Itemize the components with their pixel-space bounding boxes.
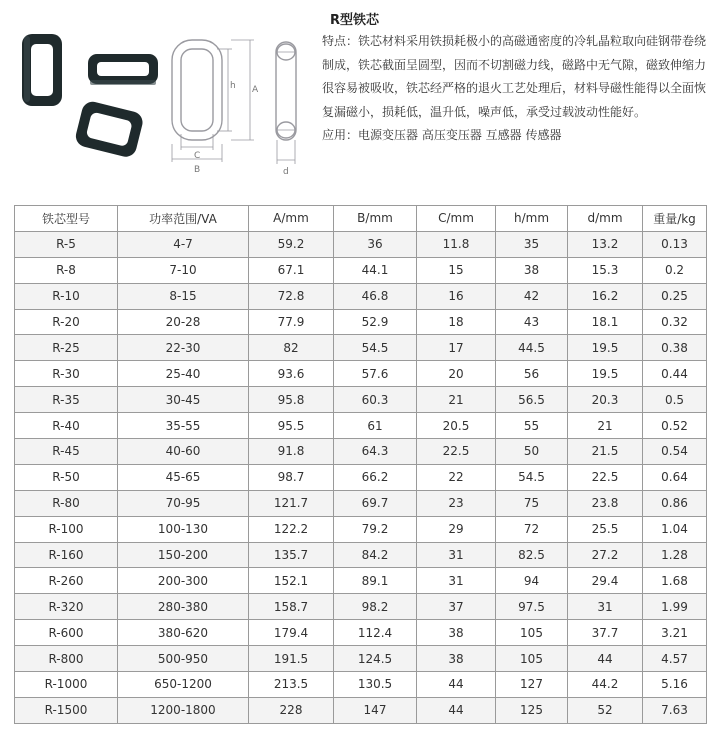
cell-a: 93.6 <box>249 361 334 387</box>
cell-a: 82 <box>249 335 334 361</box>
cell-power: 25-40 <box>118 361 249 387</box>
cell-power: 8-15 <box>118 283 249 309</box>
cell-b: 64.3 <box>334 439 417 465</box>
cell-c: 38 <box>417 646 496 672</box>
cell-d: 16.2 <box>568 283 643 309</box>
dim-label-b: B <box>194 165 201 175</box>
table-body <box>15 231 707 723</box>
cell-h: 56.5 <box>496 387 568 413</box>
cell-model: R-1000 <box>15 672 118 698</box>
cell-b: 69.7 <box>334 490 417 516</box>
cell-d: 13.2 <box>568 231 643 257</box>
cell-power: 380-620 <box>118 620 249 646</box>
table-row <box>15 231 707 257</box>
cell-c: 20.5 <box>417 413 496 439</box>
col-header-model: 铁芯型号 <box>15 206 118 232</box>
cell-h: 105 <box>496 620 568 646</box>
cell-power: 200-300 <box>118 568 249 594</box>
cell-h: 55 <box>496 413 568 439</box>
cell-b: 57.6 <box>334 361 417 387</box>
cell-weight: 0.44 <box>643 361 707 387</box>
cell-weight: 0.5 <box>643 387 707 413</box>
cell-h: 43 <box>496 309 568 335</box>
cell-power: 22-30 <box>118 335 249 361</box>
cell-power: 1200-1800 <box>118 697 249 723</box>
cell-power: 20-28 <box>118 309 249 335</box>
cell-a: 179.4 <box>249 620 334 646</box>
cell-h: 54.5 <box>496 464 568 490</box>
cell-model: R-80 <box>15 490 118 516</box>
cell-model: R-600 <box>15 620 118 646</box>
cell-model: R-260 <box>15 568 118 594</box>
cell-model: R-160 <box>15 542 118 568</box>
cell-power: 100-130 <box>118 516 249 542</box>
cell-a: 122.2 <box>249 516 334 542</box>
cell-power: 150-200 <box>118 542 249 568</box>
table-row <box>15 646 707 672</box>
cell-a: 191.5 <box>249 646 334 672</box>
cell-d: 23.8 <box>568 490 643 516</box>
cell-weight: 0.32 <box>643 309 707 335</box>
cell-d: 21.5 <box>568 439 643 465</box>
cell-power: 280-380 <box>118 594 249 620</box>
cell-model: R-50 <box>15 464 118 490</box>
cell-model: R-100 <box>15 516 118 542</box>
cell-h: 75 <box>496 490 568 516</box>
core-illustration <box>18 22 318 182</box>
cell-weight: 3.21 <box>643 620 707 646</box>
cell-d: 15.3 <box>568 257 643 283</box>
cell-weight: 0.64 <box>643 464 707 490</box>
cell-h: 127 <box>496 672 568 698</box>
cell-b: 124.5 <box>334 646 417 672</box>
table-row <box>15 568 707 594</box>
cell-b: 147 <box>334 697 417 723</box>
cell-d: 21 <box>568 413 643 439</box>
cell-a: 158.7 <box>249 594 334 620</box>
cell-h: 35 <box>496 231 568 257</box>
cell-h: 97.5 <box>496 594 568 620</box>
cell-a: 121.7 <box>249 490 334 516</box>
cell-h: 44.5 <box>496 335 568 361</box>
cell-weight: 0.52 <box>643 413 707 439</box>
cell-model: R-35 <box>15 387 118 413</box>
cell-weight: 4.57 <box>643 646 707 672</box>
table-row <box>15 257 707 283</box>
cell-d: 19.5 <box>568 335 643 361</box>
cell-power: 45-65 <box>118 464 249 490</box>
table-row <box>15 697 707 723</box>
cell-h: 82.5 <box>496 542 568 568</box>
table-header-row <box>15 206 707 232</box>
cell-model: R-45 <box>15 439 118 465</box>
dim-label-d: d <box>283 167 289 177</box>
cell-c: 17 <box>417 335 496 361</box>
cell-weight: 0.86 <box>643 490 707 516</box>
cell-model: R-25 <box>15 335 118 361</box>
cell-d: 19.5 <box>568 361 643 387</box>
cell-a: 67.1 <box>249 257 334 283</box>
cell-weight: 1.04 <box>643 516 707 542</box>
cell-weight: 1.28 <box>643 542 707 568</box>
cell-d: 25.5 <box>568 516 643 542</box>
cell-a: 95.8 <box>249 387 334 413</box>
cell-d: 44.2 <box>568 672 643 698</box>
core-photo-vertical <box>22 34 62 106</box>
cell-c: 16 <box>417 283 496 309</box>
col-header-power: 功率范围/VA <box>118 206 249 232</box>
table-row <box>15 542 707 568</box>
table-row <box>15 464 707 490</box>
cell-c: 23 <box>417 490 496 516</box>
core-photo-horizontal <box>88 54 158 85</box>
cell-a: 228 <box>249 697 334 723</box>
cell-b: 60.3 <box>334 387 417 413</box>
cell-model: R-320 <box>15 594 118 620</box>
cell-power: 4-7 <box>118 231 249 257</box>
table-row <box>15 309 707 335</box>
cell-c: 18 <box>417 309 496 335</box>
cell-model: R-5 <box>15 231 118 257</box>
cell-c: 31 <box>417 568 496 594</box>
cell-b: 61 <box>334 413 417 439</box>
cell-weight: 1.99 <box>643 594 707 620</box>
feature-line: 制成，铁芯截面呈圆型，因而不切割磁力线，磁路中无气隙，磁致伸缩力 <box>322 57 707 72</box>
col-header-d: d/mm <box>568 206 643 232</box>
cell-power: 650-1200 <box>118 672 249 698</box>
table-row <box>15 516 707 542</box>
cell-a: 77.9 <box>249 309 334 335</box>
dim-label-h: h <box>230 81 236 91</box>
product-title: R型铁芯 <box>330 13 380 28</box>
cell-c: 31 <box>417 542 496 568</box>
core-side-view <box>276 42 296 164</box>
table-row <box>15 594 707 620</box>
cell-a: 152.1 <box>249 568 334 594</box>
cell-d: 52 <box>568 697 643 723</box>
cell-c: 44 <box>417 697 496 723</box>
cell-d: 20.3 <box>568 387 643 413</box>
cell-a: 135.7 <box>249 542 334 568</box>
cell-b: 36 <box>334 231 417 257</box>
applications-line: 应用：电源变压器 高压变压器 互感器 传感器 <box>322 128 562 143</box>
cell-h: 50 <box>496 439 568 465</box>
cell-weight: 1.68 <box>643 568 707 594</box>
cell-power: 30-45 <box>118 387 249 413</box>
cell-d: 18.1 <box>568 309 643 335</box>
cell-c: 11.8 <box>417 231 496 257</box>
cell-c: 29 <box>417 516 496 542</box>
core-front-view <box>172 40 254 162</box>
col-header-weight: 重量/kg <box>643 206 707 232</box>
core-photo-tilted <box>74 99 145 159</box>
cell-a: 98.7 <box>249 464 334 490</box>
cell-b: 98.2 <box>334 594 417 620</box>
cell-d: 29.4 <box>568 568 643 594</box>
cell-a: 72.8 <box>249 283 334 309</box>
cell-b: 79.2 <box>334 516 417 542</box>
table-row <box>15 335 707 361</box>
cell-model: R-800 <box>15 646 118 672</box>
cell-h: 42 <box>496 283 568 309</box>
cell-c: 15 <box>417 257 496 283</box>
cell-power: 40-60 <box>118 439 249 465</box>
table-row <box>15 283 707 309</box>
cell-b: 54.5 <box>334 335 417 361</box>
cell-b: 52.9 <box>334 309 417 335</box>
cell-d: 22.5 <box>568 464 643 490</box>
cell-a: 91.8 <box>249 439 334 465</box>
cell-weight: 0.2 <box>643 257 707 283</box>
feature-line: 特点：铁芯材料采用铁损耗极小的高磁通密度的冷轧晶粒取向硅钢带卷绕 <box>322 34 707 48</box>
cell-model: R-1500 <box>15 697 118 723</box>
cell-a: 213.5 <box>249 672 334 698</box>
cell-c: 22 <box>417 464 496 490</box>
cell-h: 72 <box>496 516 568 542</box>
cell-model: R-40 <box>15 413 118 439</box>
table-row <box>15 361 707 387</box>
cell-a: 59.2 <box>249 231 334 257</box>
cell-c: 22.5 <box>417 439 496 465</box>
cell-model: R-20 <box>15 309 118 335</box>
cell-model: R-30 <box>15 361 118 387</box>
cell-c: 38 <box>417 620 496 646</box>
cell-model: R-8 <box>15 257 118 283</box>
cell-h: 94 <box>496 568 568 594</box>
core-diagram <box>18 22 318 182</box>
spec-table <box>14 205 707 724</box>
cell-h: 56 <box>496 361 568 387</box>
cell-power: 500-950 <box>118 646 249 672</box>
cell-a: 95.5 <box>249 413 334 439</box>
cell-b: 89.1 <box>334 568 417 594</box>
cell-b: 46.8 <box>334 283 417 309</box>
table-row <box>15 490 707 516</box>
cell-weight: 0.38 <box>643 335 707 361</box>
cell-c: 20 <box>417 361 496 387</box>
product-header <box>0 0 722 200</box>
cell-d: 27.2 <box>568 542 643 568</box>
feature-line: 复漏磁小，损耗低，温升低，噪声低，承受过载波动性能好。 <box>322 104 647 119</box>
col-header-a: A/mm <box>249 206 334 232</box>
cell-power: 70-95 <box>118 490 249 516</box>
cell-b: 66.2 <box>334 464 417 490</box>
cell-weight: 7.63 <box>643 697 707 723</box>
cell-d: 37.7 <box>568 620 643 646</box>
cell-c: 44 <box>417 672 496 698</box>
cell-h: 125 <box>496 697 568 723</box>
cell-h: 38 <box>496 257 568 283</box>
col-header-h: h/mm <box>496 206 568 232</box>
table-row <box>15 620 707 646</box>
dim-label-a: A <box>252 85 259 95</box>
cell-weight: 0.54 <box>643 439 707 465</box>
cell-b: 112.4 <box>334 620 417 646</box>
col-header-c: C/mm <box>417 206 496 232</box>
cell-d: 31 <box>568 594 643 620</box>
table-row <box>15 439 707 465</box>
cell-b: 130.5 <box>334 672 417 698</box>
col-header-b: B/mm <box>334 206 417 232</box>
cell-power: 35-55 <box>118 413 249 439</box>
cell-c: 37 <box>417 594 496 620</box>
table-row <box>15 387 707 413</box>
feature-line: 很容易被吸收，铁芯经严格的退火工艺处理后，材料导磁性能得以全面恢 <box>322 81 707 96</box>
cell-weight: 0.13 <box>643 231 707 257</box>
cell-weight: 0.25 <box>643 283 707 309</box>
cell-b: 44.1 <box>334 257 417 283</box>
cell-h: 105 <box>496 646 568 672</box>
cell-c: 21 <box>417 387 496 413</box>
cell-weight: 5.16 <box>643 672 707 698</box>
product-description <box>322 30 718 148</box>
cell-power: 7-10 <box>118 257 249 283</box>
table-row <box>15 413 707 439</box>
cell-model: R-10 <box>15 283 118 309</box>
cell-d: 44 <box>568 646 643 672</box>
table-row <box>15 672 707 698</box>
dim-label-c: C <box>194 151 201 161</box>
cell-b: 84.2 <box>334 542 417 568</box>
